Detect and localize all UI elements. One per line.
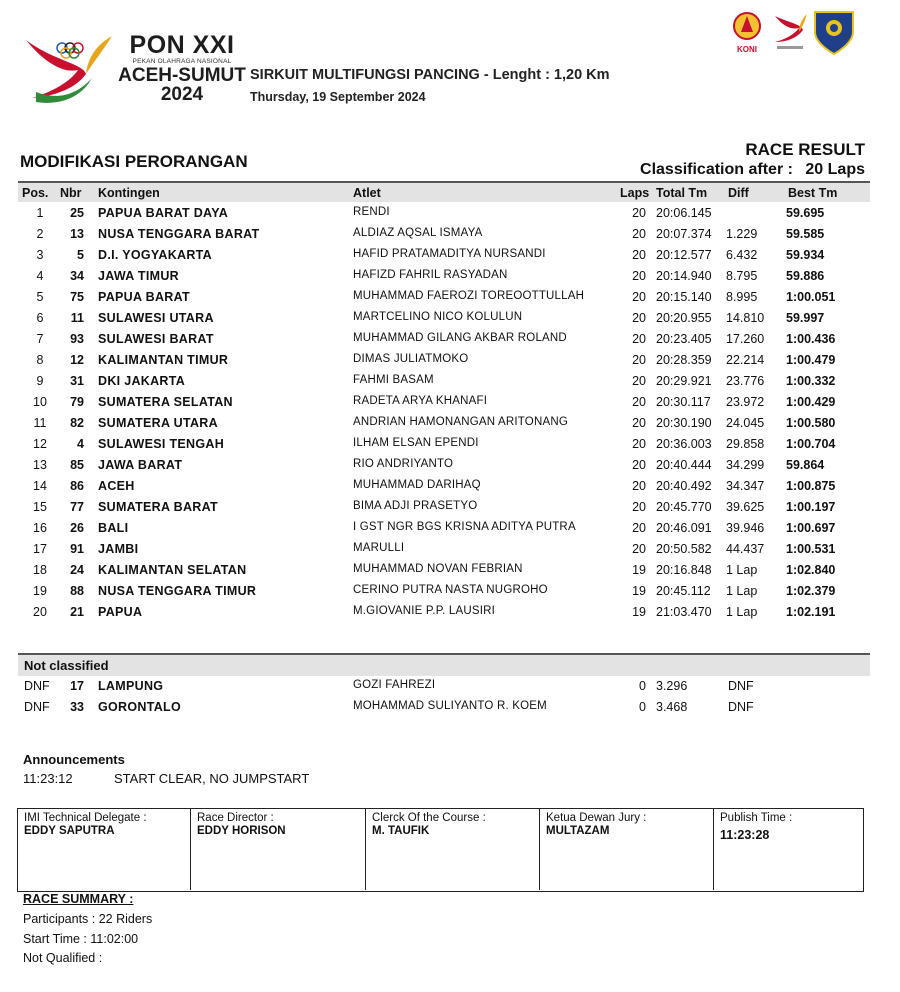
row-diff: 14.810 [726,311,765,325]
row-pos: 15 [33,500,47,514]
table-row [18,223,870,244]
row-diff: 22.214 [726,353,765,367]
row-pos: 13 [33,458,47,472]
row-pos: 16 [33,521,47,535]
row-best: 1:00.332 [786,374,836,388]
classification-line [640,161,865,179]
pon-subtitle: PEKAN OLAHRAGA NASIONAL [132,58,232,65]
announcements-title: Announcements [23,752,125,767]
row-team: SULAWESI UTARA [98,311,214,325]
row-laps: 20 [632,269,646,283]
row-pos: 12 [33,437,47,451]
row-rider: MUHAMMAD FAEROZI TOREOOTTULLAH [353,290,585,302]
row-laps: 20 [632,521,646,535]
row-total: 20:50.582 [656,542,712,556]
row-laps: 20 [632,248,646,262]
koni-label: KONI [737,45,757,54]
announcement-text: START CLEAR, NO JUMPSTART [114,771,310,786]
nc-diff: DNF [728,679,754,693]
row-best: 1:02.840 [786,563,836,577]
row-laps: 20 [632,500,646,514]
row-nbr: 21 [70,605,84,619]
row-team: SULAWESI BARAT [98,332,214,346]
row-pos: 1 [36,206,44,220]
table-header [18,181,870,202]
official-label: Race Director : [197,812,274,824]
official-label: Ketua Dewan Jury : [546,812,647,824]
row-laps: 20 [632,353,646,367]
table-body [18,202,870,622]
header-total: Total Tm [656,186,708,200]
row-diff: 39.946 [726,521,765,535]
row-pos: 14 [33,479,47,493]
row-nbr: 79 [70,395,84,409]
row-rider: MUHAMMAD NOVAN FEBRIAN [353,563,523,575]
nc-status: DNF [24,700,50,714]
row-best: 59.864 [786,458,825,472]
summary-start-time: Start Time : 11:02:00 [23,932,139,946]
table-row [18,328,870,349]
row-diff: 1.229 [726,227,758,241]
row-rider: MARTCELINO NICO KOLULUN [353,311,523,323]
row-laps: 20 [632,542,646,556]
table-row [18,349,870,370]
row-pos: 18 [33,563,47,577]
row-rider: ALDIAZ AQSAL ISMAYA [353,227,483,239]
row-nbr: 11 [70,311,84,325]
row-nbr: 31 [70,374,84,388]
row-rider: MUHAMMAD GILANG AKBAR ROLAND [353,332,567,344]
section-title: MODIFIKASI PERORANGAN [20,152,248,171]
row-team: JAMBI [98,542,139,556]
row-diff: 39.625 [726,500,765,514]
official-name: EDDY HORISON [197,825,286,837]
row-diff: 1 Lap [726,584,758,598]
event-date: Thursday, 19 September 2024 [250,90,426,104]
row-laps: 20 [632,227,646,241]
pon-xxi-small-logo [775,14,807,49]
not-classified-row [18,676,870,697]
nc-diff: DNF [728,700,754,714]
row-best: 59.695 [786,206,825,220]
not-classified-body [18,676,870,718]
row-team: SUMATERA SELATAN [98,395,233,409]
official-race-director [191,809,366,890]
row-rider: CERINO PUTRA NASTA NUGROHO [353,584,548,596]
row-laps: 19 [632,584,646,598]
row-pos: 3 [36,248,44,262]
nc-laps: 0 [639,700,646,714]
row-nbr: 5 [77,248,84,262]
results-table [18,181,870,622]
row-total: 20:07.374 [656,227,712,241]
row-nbr: 77 [70,500,84,514]
koni-logo [734,13,760,54]
table-row [18,202,870,223]
row-nbr: 26 [70,521,84,535]
row-diff: 34.347 [726,479,765,493]
row-team: D.I. YOGYAKARTA [98,248,213,262]
row-total: 20:14.940 [656,269,712,283]
row-total: 20:46.091 [656,521,712,535]
row-best: 1:02.379 [786,584,836,598]
row-nbr: 4 [77,437,84,451]
nc-rider: GOZI FAHREZI [353,679,436,691]
row-nbr: 86 [70,479,84,493]
row-total: 20:30.190 [656,416,712,430]
row-best: 1:00.429 [786,395,836,409]
row-diff: 23.776 [726,374,765,388]
row-diff: 29.858 [726,437,765,451]
pon-year: 2024 [160,84,204,105]
row-rider: ILHAM ELSAN EPENDI [353,437,479,449]
row-best: 1:00.697 [786,521,836,535]
table-row [18,517,870,538]
row-team: PAPUA BARAT DAYA [98,206,229,220]
row-rider: FAHMI BASAM [353,374,434,386]
row-rider: MARULLI [353,542,405,554]
row-team: KALIMANTAN TIMUR [98,353,229,367]
official-tech-delegate [18,809,191,890]
official-clerk-of-course [366,809,540,890]
row-team: PAPUA BARAT [98,290,190,304]
row-laps: 20 [632,479,646,493]
nc-rider: MOHAMMAD SULIYANTO R. KOEM [353,700,547,712]
table-row [18,391,870,412]
official-name: EDDY SAPUTRA [24,825,115,837]
row-diff: 8.995 [726,290,758,304]
nc-nbr: 33 [70,700,84,714]
header-nbr: Nbr [60,186,82,200]
table-row [18,580,870,601]
row-team: PAPUA [98,605,143,619]
row-laps: 20 [632,374,646,388]
row-rider: DIMAS JULIATMOKO [353,353,469,365]
row-laps: 19 [632,605,646,619]
imi-shield-logo [815,12,853,54]
row-total: 20:12.577 [656,248,712,262]
row-diff: 24.045 [726,416,765,430]
not-classified-row [18,697,870,718]
row-best: 59.886 [786,269,825,283]
row-rider: MUHAMMAD DARIHAQ [353,479,481,491]
row-diff: 23.972 [726,395,765,409]
row-nbr: 91 [70,542,84,556]
row-team: JAWA TIMUR [98,269,180,283]
row-total: 20:15.140 [656,290,712,304]
row-best: 1:00.479 [786,353,836,367]
row-pos: 6 [36,311,44,325]
nc-team: GORONTALO [98,700,182,714]
nc-status: DNF [24,679,50,693]
summary-not-qualified: Not Qualified : [23,951,103,965]
nc-laps: 0 [639,679,646,693]
row-pos: 8 [36,353,44,367]
row-rider: HAFIZD FAHRIL RASYADAN [353,269,508,281]
header-rider: Atlet [353,186,381,200]
table-row [18,475,870,496]
row-total: 20:16.848 [656,563,712,577]
table-row [18,265,870,286]
publish-time-box [714,809,863,890]
row-laps: 20 [632,311,646,325]
pon-xxi-logo [22,30,114,105]
row-total: 20:40.492 [656,479,712,493]
nc-team: LAMPUNG [98,679,164,693]
not-classified-table [18,676,870,718]
row-laps: 20 [632,206,646,220]
row-laps: 20 [632,458,646,472]
row-best: 1:00.704 [786,437,836,451]
row-laps: 20 [632,416,646,430]
row-nbr: 82 [70,416,84,430]
row-rider: RENDI [353,206,390,218]
row-pos: 20 [33,605,47,619]
header-best: Best Tm [788,186,838,200]
row-pos: 17 [33,542,47,556]
row-pos: 5 [36,290,44,304]
table-row [18,601,870,622]
official-jury-chair [540,809,714,890]
row-laps: 20 [632,395,646,409]
row-diff: 34.299 [726,458,765,472]
row-rider: I GST NGR BGS KRISNA ADITYA PUTRA [353,521,576,533]
row-team: KALIMANTAN SELATAN [98,563,247,577]
row-diff: 1 Lap [726,605,758,619]
row-total: 21:03.470 [656,605,712,619]
row-rider: BIMA ADJI PRASETYO [353,500,478,512]
table-row [18,559,870,580]
row-rider: M.GIOVANIE P.P. LAUSIRI [353,605,496,617]
row-team: SUMATERA BARAT [98,500,218,514]
row-total: 20:40.444 [656,458,712,472]
row-rider: RADETA ARYA KHANAFI [353,395,488,407]
row-team: ACEH [98,479,135,493]
row-nbr: 25 [70,206,84,220]
row-best: 1:02.191 [786,605,836,619]
not-classified-bar: Not classified [18,653,870,676]
row-total: 20:28.359 [656,353,712,367]
pon-title: PON XXI [129,31,235,59]
row-total: 20:23.405 [656,332,712,346]
row-nbr: 12 [70,353,84,367]
table-row [18,412,870,433]
organizer-logos [727,8,857,58]
row-team: JAWA BARAT [98,458,183,472]
publish-label: Publish Time : [720,812,793,824]
row-pos: 4 [36,269,44,283]
table-row [18,496,870,517]
row-best: 1:00.436 [786,332,836,346]
summary-title: RACE SUMMARY : [23,892,134,906]
row-nbr: 34 [70,269,84,283]
row-total: 20:45.770 [656,500,712,514]
row-best: 1:00.197 [786,500,836,514]
row-diff: 6.432 [726,248,758,262]
header-team: Kontingen [98,186,160,200]
row-best: 1:00.580 [786,416,836,430]
row-pos: 11 [33,416,47,430]
publish-time: 11:23:28 [720,828,770,842]
table-row [18,370,870,391]
row-rider: RIO ANDRIYANTO [353,458,454,470]
pon-region: ACEH-SUMUT [118,65,246,86]
row-team: NUSA TENGGARA BARAT [98,227,260,241]
row-pos: 2 [36,227,44,241]
row-laps: 19 [632,563,646,577]
row-pos: 10 [33,395,47,409]
official-name: M. TAUFIK [372,825,430,837]
row-diff: 17.260 [726,332,765,346]
row-team: SUMATERA UTARA [98,416,218,430]
row-best: 1:00.875 [786,479,836,493]
row-nbr: 75 [70,290,84,304]
table-row [18,244,870,265]
table-row [18,286,870,307]
row-rider: HAFID PRATAMADITYA NURSANDI [353,248,546,260]
row-total: 20:36.003 [656,437,712,451]
header-laps: Laps [620,186,650,200]
row-team: SULAWESI TENGAH [98,437,225,451]
row-total: 20:29.921 [656,374,712,388]
official-label: Clerck Of the Course : [372,812,486,824]
classification-value: 20 Laps [805,161,865,178]
row-team: NUSA TENGGARA TIMUR [98,584,257,598]
table-row [18,538,870,559]
row-nbr: 13 [70,227,84,241]
row-best: 1:00.531 [786,542,836,556]
row-laps: 20 [632,290,646,304]
row-diff: 44.437 [726,542,765,556]
summary-participants: Participants : 22 Riders [23,912,153,926]
row-team: BALI [98,521,129,535]
table-row [18,307,870,328]
row-team: DKI JAKARTA [98,374,186,388]
classification-label: Classification after : [640,161,793,178]
row-nbr: 88 [70,584,84,598]
row-total: 20:06.145 [656,206,712,220]
row-nbr: 24 [70,563,84,577]
race-result-label: RACE RESULT [745,140,865,159]
nc-total: 3.296 [656,679,688,693]
row-laps: 20 [632,332,646,346]
official-label: IMI Technical Delegate : [24,812,147,824]
nc-nbr: 17 [70,679,84,693]
row-pos: 9 [36,374,44,388]
header-diff: Diff [728,186,749,200]
row-best: 59.997 [786,311,825,325]
official-name: MULTAZAM [546,825,610,837]
pon-brand-text [118,32,246,105]
row-diff: 1 Lap [726,563,758,577]
officials-box [17,808,864,892]
row-laps: 20 [632,437,646,451]
row-nbr: 85 [70,458,84,472]
table-row [18,433,870,454]
row-pos: 19 [33,584,47,598]
row-best: 59.585 [786,227,825,241]
row-pos: 7 [36,332,44,346]
row-total: 20:45.112 [656,584,711,598]
row-best: 1:00.051 [786,290,836,304]
row-best: 59.934 [786,248,825,262]
nc-total: 3.468 [656,700,688,714]
row-total: 20:30.117 [656,395,711,409]
announcement-time: 11:23:12 [23,771,73,786]
event-title: SIRKUIT MULTIFUNGSI PANCING - Lenght : 1,20 Km [250,67,610,83]
row-rider: ANDRIAN HAMONANGAN ARITONANG [353,416,568,428]
table-row [18,454,870,475]
results-header [0,0,900,130]
row-total: 20:20.955 [656,311,712,325]
row-nbr: 93 [70,332,84,346]
row-diff: 8.795 [726,269,758,283]
header-pos: Pos. [22,186,49,200]
